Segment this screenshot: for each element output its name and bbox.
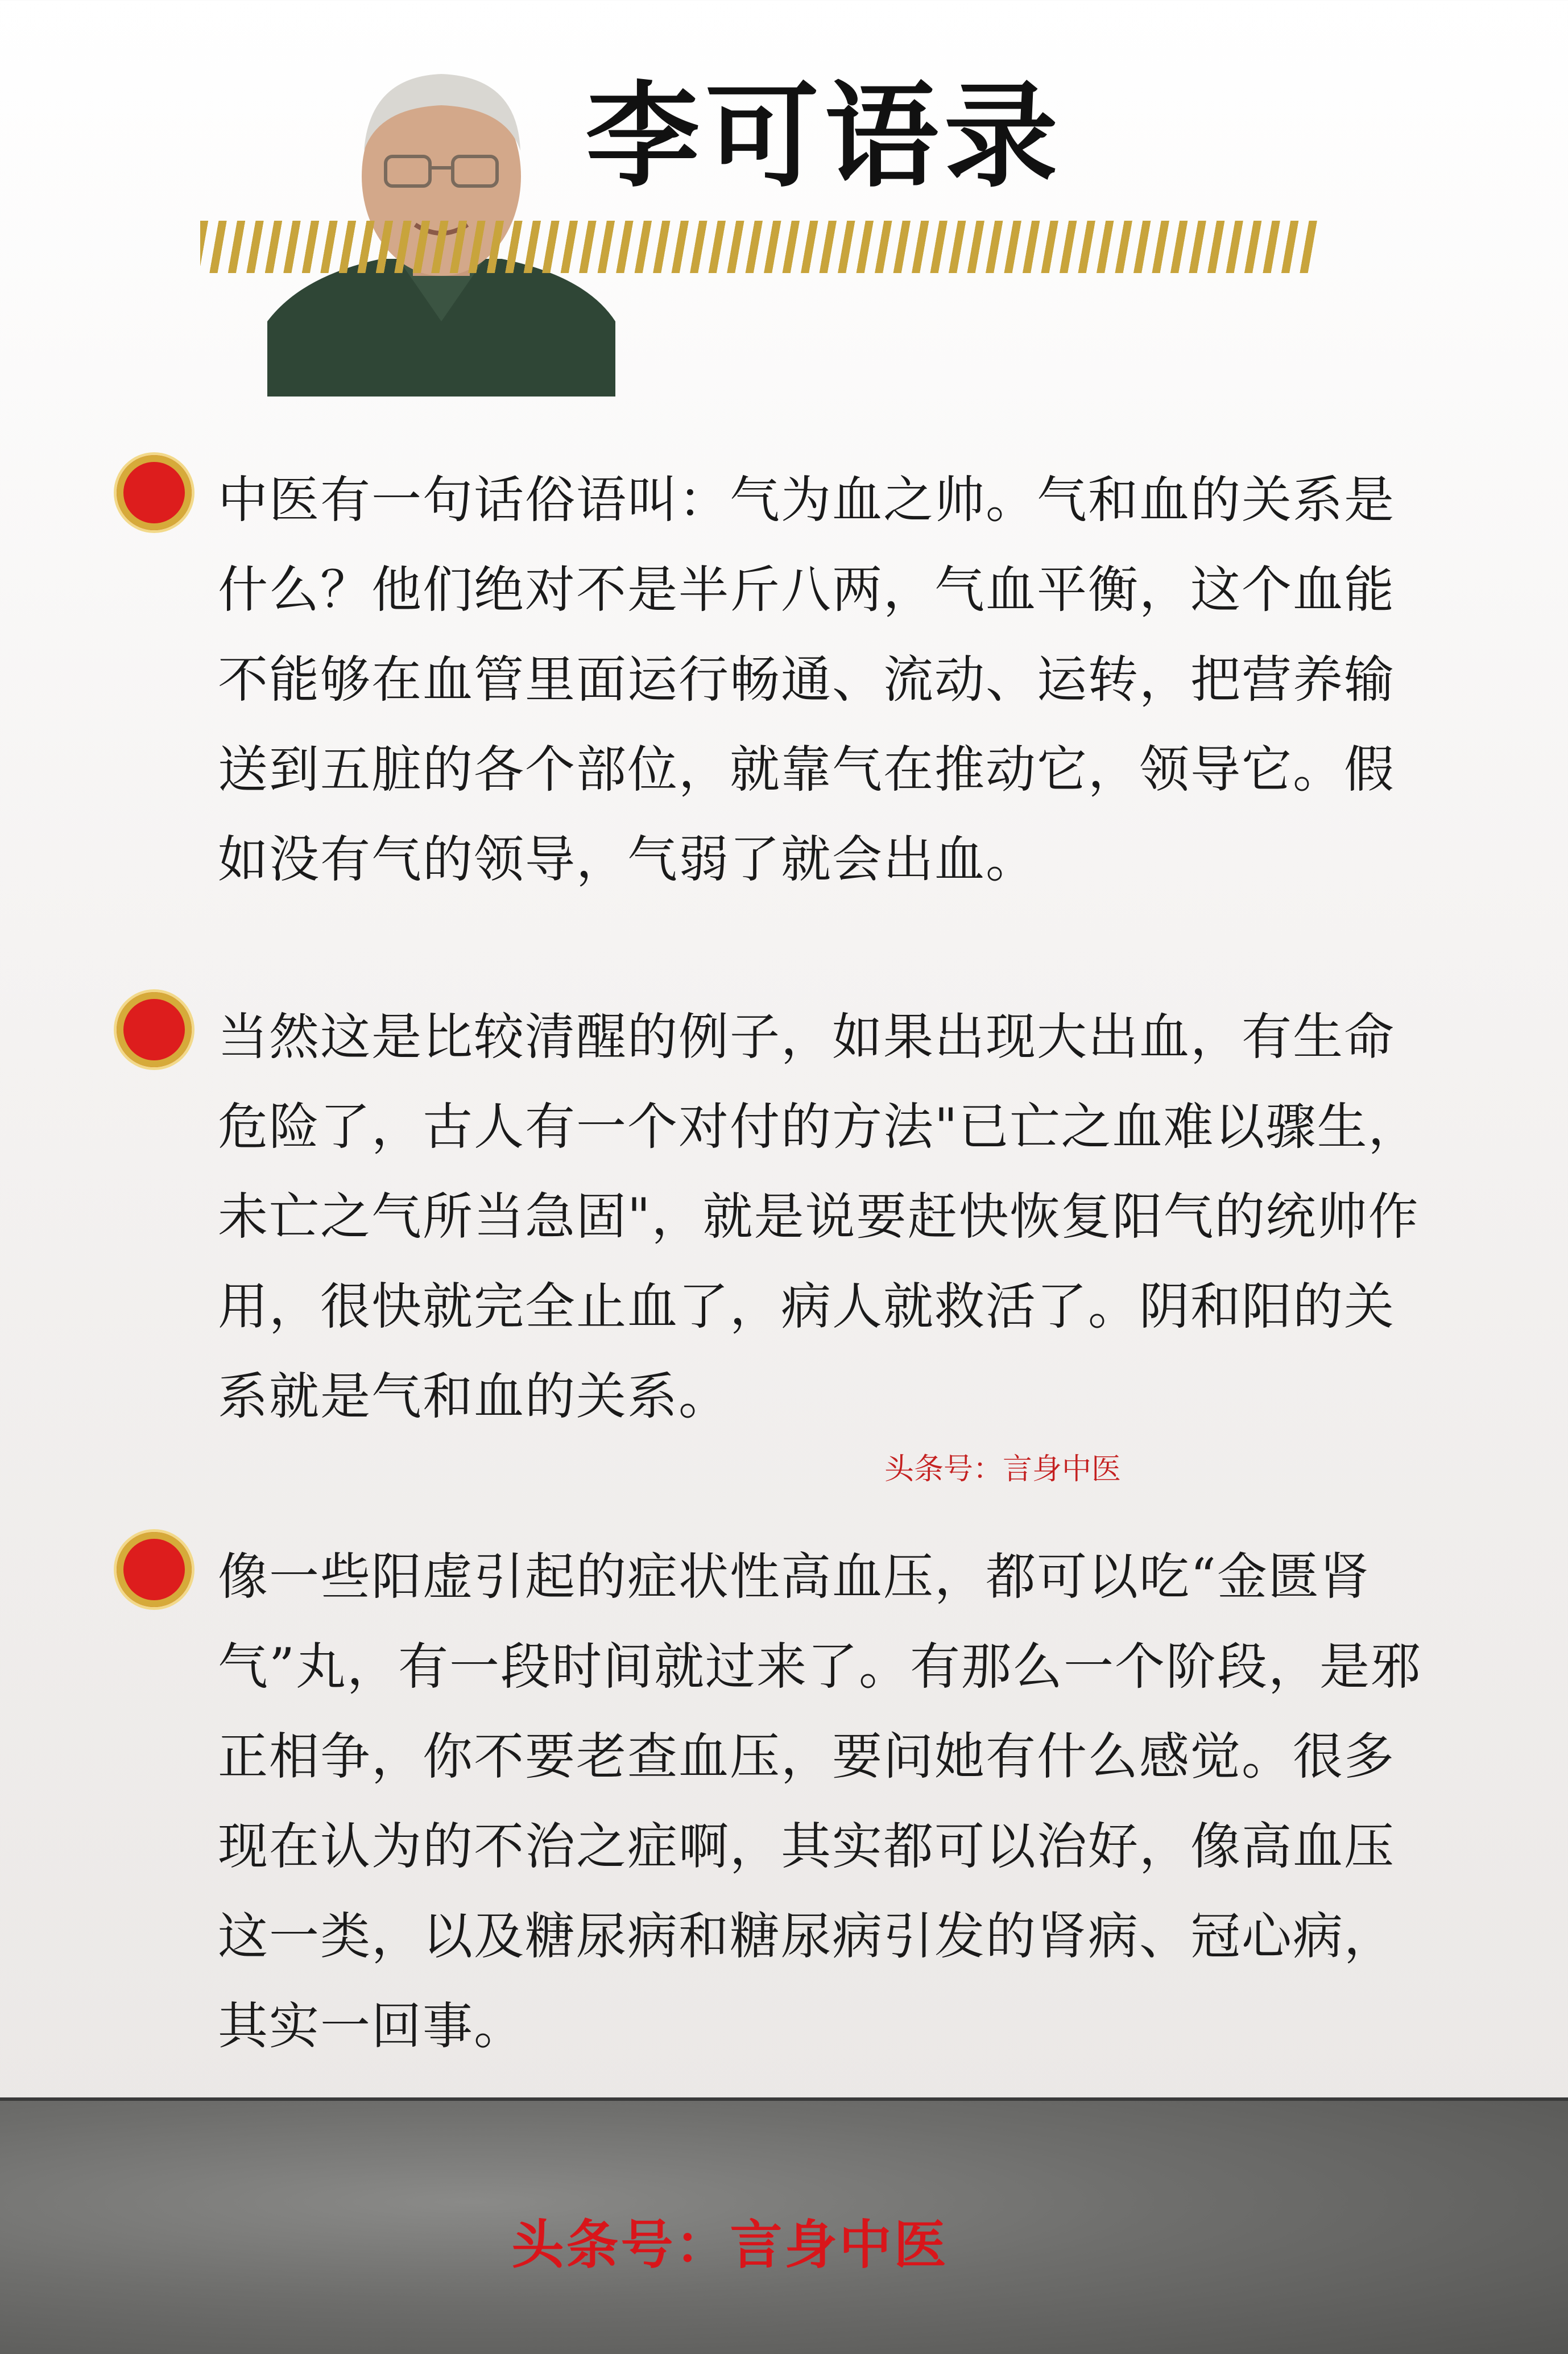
quote-text: 中医有一句话俗语叫：气为血之帅。气和血的关系是什么？他们绝对不是半斤八两，气血平衡，这个血能不能够在血管里面运行畅通、流动、运转，把营养输送到五脏的各个部位，就靠气在推动它，领导它。假如没有气的领导，气弱了就会出血。 bbox=[218, 470, 1396, 889]
red-bullet-icon bbox=[117, 992, 192, 1067]
red-bullet-icon bbox=[117, 1532, 192, 1607]
quote-section-1 bbox=[117, 455, 1442, 887]
footer-account-label: 头条号：言身中医 bbox=[511, 2214, 949, 2275]
red-bullet-icon bbox=[117, 455, 192, 530]
quote-section-2 bbox=[117, 992, 1442, 1424]
footer-banner bbox=[0, 2097, 1568, 2354]
decorative-stripe-bar bbox=[200, 221, 1318, 273]
quote-section-3 bbox=[117, 1532, 1442, 2072]
page-title: 李可语录 bbox=[586, 69, 1064, 203]
quote-text: 当然这是比较清醒的例子，如果出现大出血，有生命危险了，古人有一个对付的方法"已亡之血难以骤生，未亡之气所当急固"，就是说要赶快恢复阳气的统帅作用，很快就完全止血了，病人就救活了。阴和阳的关系就是气和血的关系。 bbox=[218, 1007, 1420, 1426]
quote-text: 像一些阳虚引起的症状性高血压，都可以吃“金匮肾气”丸，有一段时间就过来了。有那么一个阶段，是邪正相争，你不要老查血压，要问她有什么感觉。很多现在认为的不治之症啊，其实都可以治好，像高血压这一类，以及糖尿病和糖尿病引发的肾病、冠心病，其实一回事。 bbox=[218, 1547, 1422, 2055]
watermark-label: 头条号：言身中医 bbox=[884, 1452, 1122, 1486]
